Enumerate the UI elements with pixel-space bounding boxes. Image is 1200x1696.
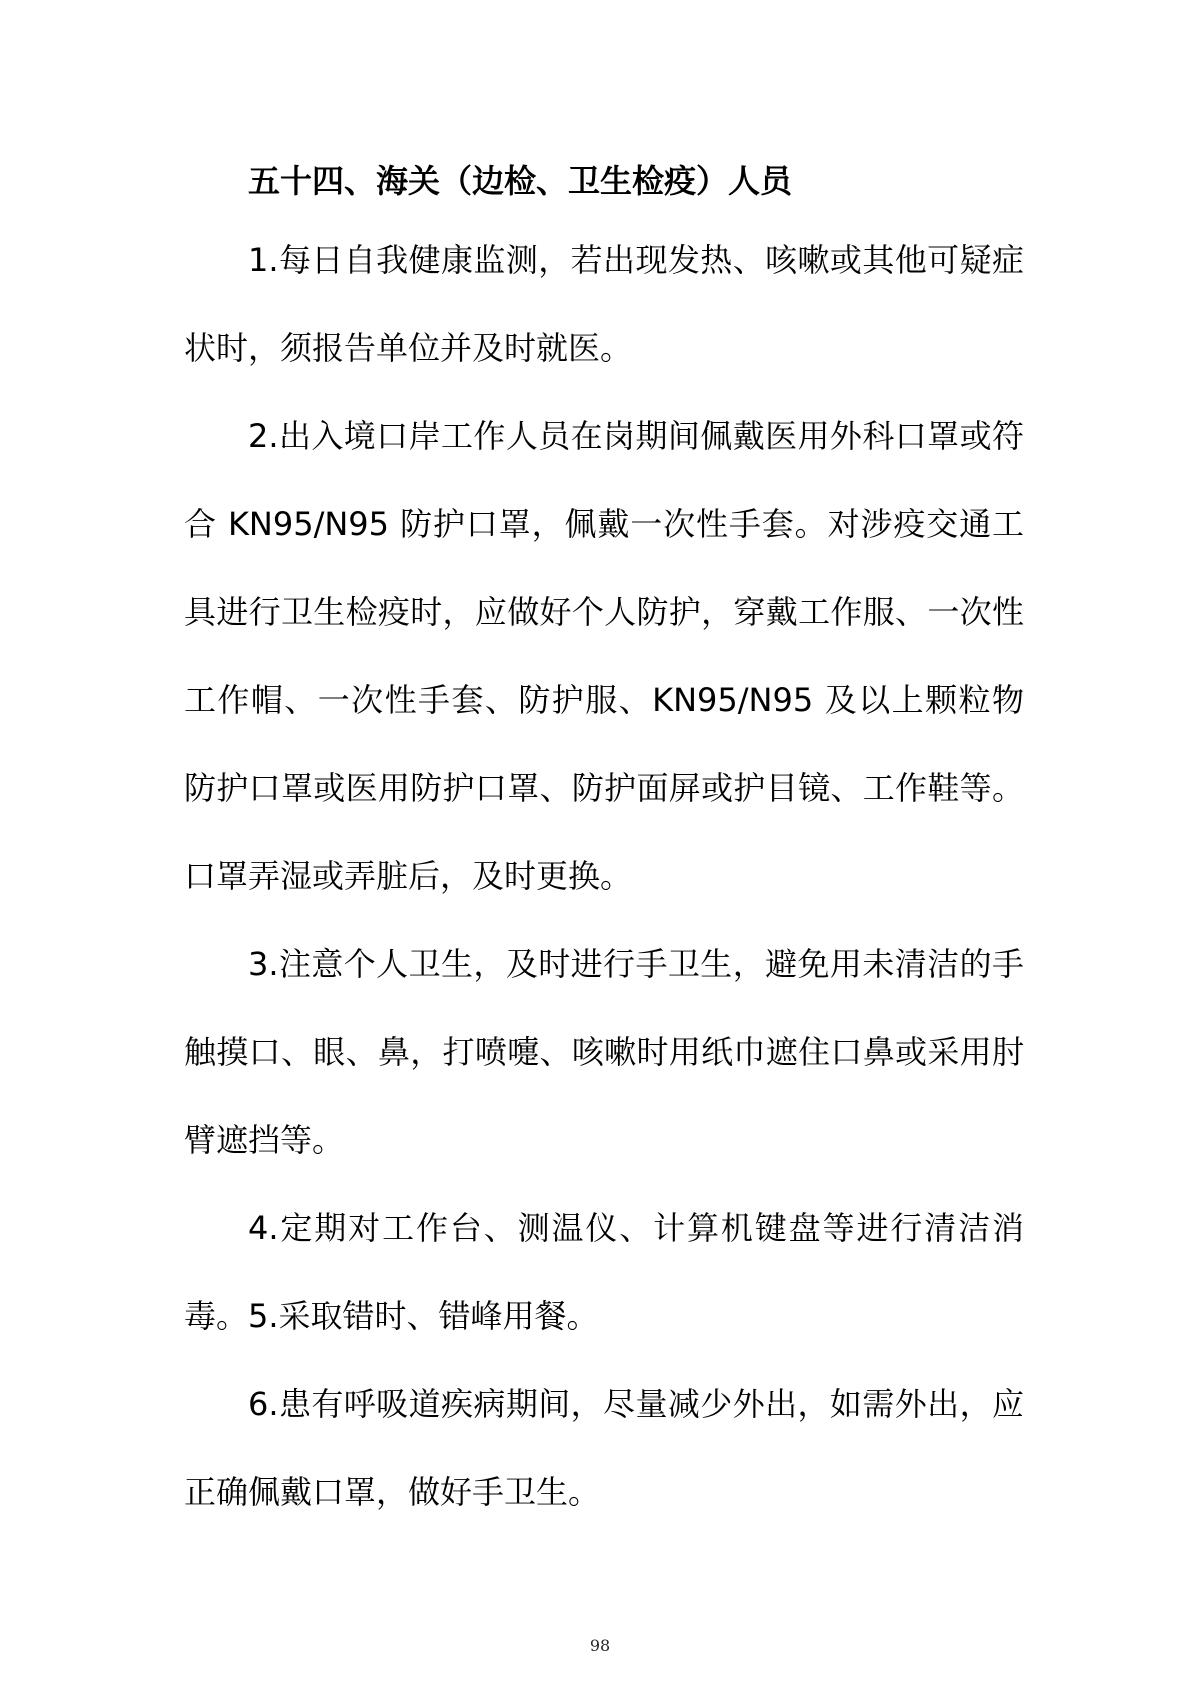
paragraph-5: 5.采取错时、错峰用餐。	[248, 1297, 599, 1335]
paragraph-3: 3.注意个人卫生，及时进行手卫生，避免用未清洁的手触摸口、眼、鼻，打喷嚏、咳嗽时用纸巾遮住口鼻或采用肘臂遮挡等。	[184, 945, 1024, 1159]
page-number: 98	[589, 1636, 611, 1655]
paragraph-1: 1.每日自我健康监测，若出现发热、咳嗽或其他可疑症状时，须报告单位并及时就医。	[184, 241, 1024, 367]
paragraph-6: 6.患有呼吸道疾病期间，尽量减少外出，如需外出，应正确佩戴口罩，做好手卫生。	[184, 1385, 1024, 1511]
paragraph-2: 2.出入境口岸工作人员在岗期间佩戴医用外科口罩或符合 KN95/N95 防护口罩，佩戴一次性手套。对涉疫交通工具进行卫生检疫时，应做好个人防护，穿戴工作服、一次性工作帽、一次性手套、防护服、KN95/N95 及以上颗粒物防护口罩或医用防护口罩、防护面屏或护目镜、工作鞋等。口罩弄湿或弄脏后，及时更换。	[184, 417, 1024, 895]
section-heading: 五十四、海关（边检、卫生检疫）人员	[248, 162, 793, 200]
paragraph-4: 4.定期对工作台、测温仪、计算机键盘等进行清洁消毒。	[184, 1209, 1024, 1335]
